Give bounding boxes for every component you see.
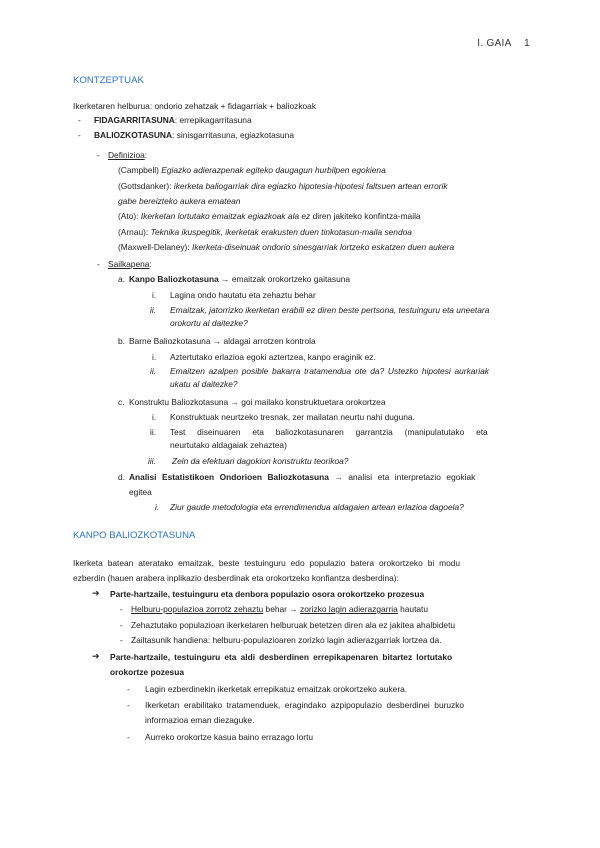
- definizioa-colon: :: [144, 150, 148, 160]
- process-1-title: Parte-hartzaile, testuinguru eta denbora populazio osora orokortzeko prozesua: [110, 589, 425, 599]
- intro-line: Ikerketaren helburua: ondorio zehatzak + fidagarriak + baliozkoak: [73, 101, 317, 111]
- item-a-marker: a.: [118, 274, 125, 284]
- item-c-ii-marker: ii.: [150, 427, 157, 437]
- process-2-item-1: Lagin ezberdinekin ikerketak errepikatuz emaitzak orokortzeko aukera.: [145, 684, 408, 694]
- item-a-ii-marker: ii.: [150, 305, 157, 315]
- definition-arnau: [118, 226, 412, 238]
- definition-text: ikerketa baliogarriak dira egiazko hipotesia-hipotesi faltsuen artean errorik: [171, 181, 448, 191]
- item-b-ii-text: Emaitzen azalpen posible bakarra tratamendua ote da? Ustezko hipotesi aurkariak: [170, 366, 489, 376]
- item-d-cont: egitea: [129, 487, 152, 497]
- item-c-text: Konstruktu Baliozkotasuna → goi mailako konstruktuetara orokortzea: [129, 397, 386, 407]
- process-2-title-line-2: orokortze pozesua: [110, 667, 184, 677]
- process-2-item-3: Aurreko orokortze kasua baino errazago lortu: [145, 732, 314, 742]
- item-b-i-text: Aztertutako erlazioa egoki aztertzea, kanpo eraginik ez.: [170, 352, 376, 362]
- item-c-marker: c.: [118, 397, 125, 407]
- item-b-marker: b.: [118, 336, 125, 346]
- list-dash: -: [127, 684, 130, 694]
- definition-author: (Campbell): [118, 165, 159, 175]
- definition-author: (Ato):: [118, 211, 139, 221]
- definition-ato: [118, 210, 421, 222]
- item-c-ii-cont: neurtutako aldagaiak zehaztea): [170, 440, 287, 450]
- process-1-item-mid: behar →: [263, 604, 300, 614]
- list-dash: -: [97, 259, 100, 269]
- process-1-item-underlined: zorizko lagin adierazgarria: [300, 604, 398, 614]
- definition-maxwell-delaney: [118, 241, 454, 253]
- sailkapena-label: Sailkapena: [108, 259, 150, 269]
- item-a: [129, 273, 350, 285]
- definition-text: Teknika ikuspegitik, ikerketak erakusten duen tinkotasun-maila sendoa: [148, 227, 412, 237]
- kanpo-intro-line-1: Ikerketa batean ateratako emaitzak, beste testuinguru edo populazio batera orokortzeko bi modu: [73, 558, 461, 568]
- item-a-i-text: Lagina ondo hautatu eta zehaztu behar: [170, 290, 316, 300]
- item-c-ii-text: Test diseinuaren eta baliozkotasunaren garrantzia (manipulatutako eta: [170, 427, 488, 437]
- item-a-text: → emaitzak orokortzeko gaitasuna: [218, 274, 351, 284]
- item-b-ii-marker: ii.: [150, 366, 157, 376]
- item-b-text: Barne Baliozkotasuna → aldagai arrotzen kontrola: [129, 336, 316, 346]
- process-2-title-line-1: Parte-hartzaile, testuinguru eta aldi desberdinen errepikapenaren bitartez lortutako: [110, 652, 453, 662]
- page-header: [477, 38, 530, 50]
- arrow-bullet-icon: ➔: [92, 651, 100, 661]
- baliozkotasuna-item: [94, 129, 294, 141]
- definition-author: (Maxwell-Delaney):: [118, 242, 190, 252]
- arrow-bullet-icon: ➔: [92, 588, 100, 598]
- definition-tail: diren jakiteko konfintza-maila: [310, 211, 421, 221]
- list-dash: -: [127, 700, 130, 710]
- item-b-ii-cont: ukatu al daitezke?: [170, 379, 238, 389]
- definition-campbell: [118, 164, 386, 176]
- definition-gottsdanker-cont: [118, 195, 240, 207]
- item-a-ii-cont: orokortu al daitezke?: [170, 318, 248, 328]
- item-c-iii-text: Zein da efektuari dagokion konstruktu teorikoa?: [172, 456, 349, 466]
- definizioa-heading: [108, 149, 147, 161]
- definition-text: Egiazko adierazpenak egiteko daugagun hurbilpen egokiena: [158, 165, 386, 175]
- list-dash: -: [120, 604, 123, 614]
- chapter-title: I. GAIA: [477, 38, 512, 49]
- item-a-i-marker: i.: [152, 290, 157, 300]
- item-a-ii-text: Emaitzak, jatorrizko ikerketan erabili ez diren beste pertsona, testuinguru eta uneetara: [170, 305, 490, 315]
- process-1-item-end: hautatu: [397, 604, 429, 614]
- process-1-item-underlined: Helburu-populazioa zorrotz zehaztu: [131, 604, 264, 614]
- definition-text: Ikerketa-diseinuak ondorio sinesgarriak lortzeko eskatzen duen aukera: [189, 242, 455, 252]
- process-1-item-1: [131, 603, 428, 615]
- process-1-item-2: Zehaztutako populazioan ikerketaren helburuak betetzen diren ala ez jakitea ahalbidetu: [131, 620, 456, 630]
- item-d-i-marker: i.: [155, 502, 160, 512]
- item-a-title: Kanpo Baliozkotasuna: [129, 274, 219, 284]
- baliozkotasuna-text: : sinisgarritasuna, egiazkotasuna: [172, 130, 294, 140]
- fidagarritasuna-label: FIDAGARRITASUNA: [94, 115, 175, 125]
- section-title-kontzeptuak: KONTZEPTUAK: [73, 75, 144, 86]
- page-number: 1: [524, 38, 530, 49]
- sailkapena-colon: :: [149, 259, 152, 269]
- item-c-i-marker: i.: [152, 412, 157, 422]
- baliozkotasuna-label: BALIOZKOTASUNA: [94, 130, 173, 140]
- definition-gottsdanker: [118, 180, 448, 192]
- list-dash: -: [120, 635, 123, 645]
- fidagarritasuna-item: [94, 114, 252, 126]
- item-b-i-marker: i.: [152, 352, 157, 362]
- list-dash: -: [78, 115, 81, 125]
- list-dash: -: [120, 620, 123, 630]
- list-dash: -: [78, 130, 81, 140]
- item-c-iii-marker: iii.: [148, 456, 156, 466]
- definition-author: (Gottsdanker):: [118, 181, 172, 191]
- item-d-marker: d.: [118, 472, 125, 482]
- item-d-title: Analisi Estatistikoen Ondorioen Baliozkotasuna: [129, 472, 329, 482]
- list-dash: -: [127, 732, 130, 742]
- process-1-item-3: Zailtasunik handiena: helburu-populazioaren zorizko lagin adierazgarriak lortzea da.: [131, 635, 442, 645]
- fidagarritasuna-text: : errepikagarritasuna: [174, 115, 252, 125]
- item-c-i-text: Konstruktuak neurtzeko tresnak, zer mailatan neurtu nahi duguna.: [170, 412, 415, 422]
- sailkapena-heading: [108, 258, 152, 270]
- item-d: [129, 471, 475, 483]
- kanpo-intro-line-2: ezberdin (hauen arabera inplikazio desberdinak eta orokortzeko konfiantza desberdina):: [73, 573, 399, 583]
- item-d-text: → analisi eta interpretazio egokiak: [328, 472, 476, 482]
- section-title-kanpo: KANPO BALIOZKOTASUNA: [73, 530, 196, 541]
- list-dash: -: [97, 150, 100, 160]
- process-2-item-2-cont: informazioa eman diezaguke.: [145, 715, 255, 725]
- definition-author: (Arnau):: [118, 227, 149, 237]
- item-d-i-text: Ziur gaude metodologia eta errendimendua aldagaien artean erlazioa dagoela?: [170, 502, 464, 512]
- definition-text: Ikerketan lortutako emaitzak egiazkoak ala ez: [138, 211, 311, 221]
- definizioa-label: Definizioa: [108, 150, 145, 160]
- definition-text-continuation: gabe bereizteko aukera ematean: [118, 196, 241, 206]
- process-2-item-2: Ikerketan erabilitako tratamenduek, eragindako azpipopulazio desberdinei buruzko: [145, 700, 465, 710]
